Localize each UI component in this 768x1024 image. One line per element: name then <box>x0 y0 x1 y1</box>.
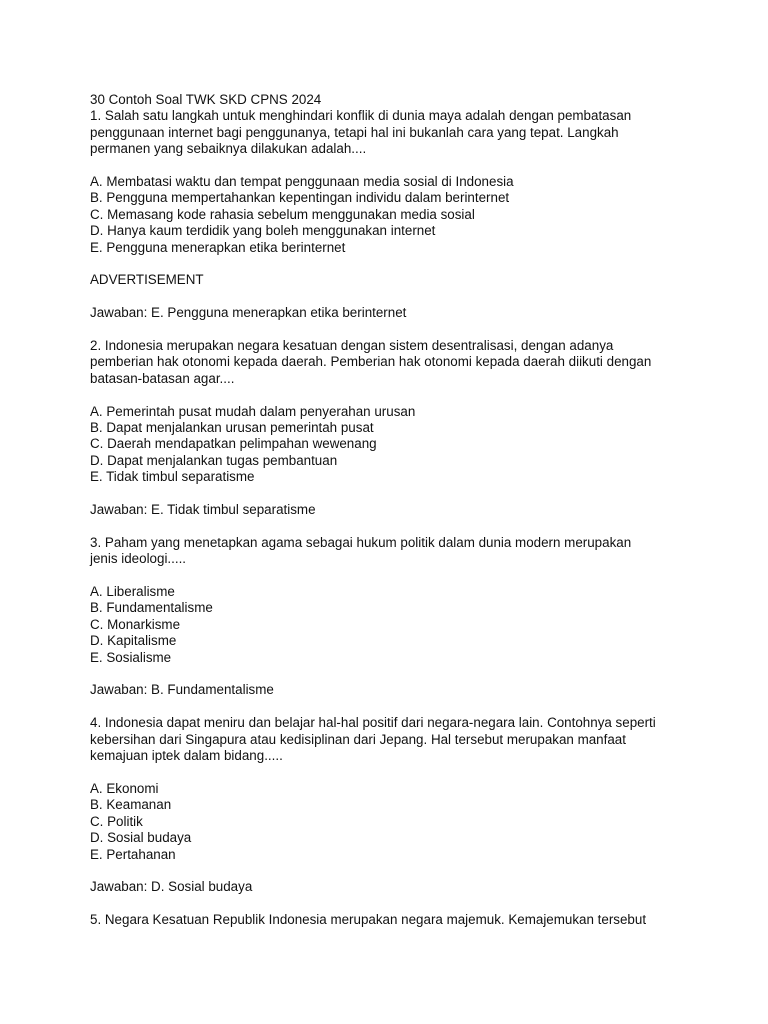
question-2-answer: Jawaban: E. Tidak timbul separatisme <box>90 502 316 518</box>
question-4 <box>90 715 690 895</box>
question-1 <box>90 108 690 321</box>
document-title: 30 Contoh Soal TWK SKD CPNS 2024 <box>90 92 322 107</box>
question-1-option-b: B. Pengguna mempertahankan kepentingan individu dalam berinternet <box>90 190 510 206</box>
advertisement-label: ADVERTISEMENT <box>90 272 204 288</box>
question-2-option-a: A. Pemerintah pusat mudah dalam penyerahan urusan <box>90 403 416 419</box>
question-4-stem-line: kebersihan dari Singapura atau kedisiplinan dari Jepang. Hal tersebut merupakan manfaat <box>90 731 626 747</box>
question-4-option-e: E. Pertahanan <box>90 846 176 862</box>
spacer <box>90 256 690 272</box>
spacer <box>90 158 690 174</box>
question-1-option-e: E. Pengguna menerapkan etika berinternet <box>90 239 346 255</box>
question-3-option-d: D. Kapitalisme <box>90 633 177 649</box>
question-1-option-a: A. Membatasi waktu dan tempat penggunaan media sosial di Indonesia <box>90 174 514 190</box>
spacer <box>90 863 690 879</box>
question-1-option-c: C. Memasang kode rahasia sebelum menggunakan media sosial <box>90 206 475 222</box>
question-2-option-c: C. Daerah mendapatkan pelimpahan wewenang <box>90 436 377 452</box>
question-2-stem-line: pemberian hak otonomi kepada daerah. Pemberian hak otonomi kepada daerah diikuti dengan <box>90 354 652 370</box>
spacer <box>90 896 690 912</box>
question-2-option-b: B. Dapat menjalankan urusan pemerintah pusat <box>90 420 374 436</box>
question-2 <box>90 338 690 518</box>
spacer <box>90 666 690 682</box>
question-3 <box>90 535 690 699</box>
question-4-answer: Jawaban: D. Sosial budaya <box>90 879 253 895</box>
spacer <box>90 289 690 305</box>
spacer <box>90 387 690 403</box>
spacer <box>90 322 690 338</box>
question-4-option-a: A. Ekonomi <box>90 780 159 796</box>
question-4-stem-line: kemajuan iptek dalam bidang..... <box>90 748 283 764</box>
question-5 <box>90 912 690 928</box>
question-1-stem-line: penggunaan internet bagi penggunanya, tetapi hal ini bukanlah cara yang tepat. Langkah <box>90 124 619 140</box>
question-4-stem-line: 4. Indonesia dapat meniru dan belajar hal-hal positif dari negara-negara lain. Contohnya seperti <box>90 715 656 731</box>
question-3-stem-line: jenis ideologi..... <box>90 551 187 567</box>
question-2-option-d: D. Dapat menjalankan tugas pembantuan <box>90 452 338 468</box>
question-4-option-b: B. Keamanan <box>90 797 172 813</box>
question-2-option-e: E. Tidak timbul separatisme <box>90 469 255 485</box>
question-3-stem-line: 3. Paham yang menetapkan agama sebagai hukum politik dalam dunia modern merupakan <box>90 534 632 550</box>
question-3-option-c: C. Monarkisme <box>90 616 181 632</box>
question-5-stem-line: 5. Negara Kesatuan Republik Indonesia merupakan negara majemuk. Kemajemukan tersebut <box>90 912 647 928</box>
question-2-stem-line: 2. Indonesia merupakan negara kesatuan dengan sistem desentralisasi, dengan adanya <box>90 338 614 354</box>
question-3-option-e: E. Sosialisme <box>90 649 172 665</box>
spacer <box>90 518 690 534</box>
spacer <box>90 486 690 502</box>
document-page <box>90 92 690 929</box>
question-3-option-a: A. Liberalisme <box>90 584 175 600</box>
question-4-option-c: C. Politik <box>90 813 143 829</box>
spacer <box>90 699 690 715</box>
spacer <box>90 765 690 781</box>
question-3-answer: Jawaban: B. Fundamentalisme <box>90 682 274 698</box>
spacer <box>90 568 690 584</box>
question-4-option-d: D. Sosial budaya <box>90 830 192 846</box>
question-1-answer: Jawaban: E. Pengguna menerapkan etika berinternet <box>90 305 407 321</box>
question-1-stem-line: 1. Salah satu langkah untuk menghindari konflik di dunia maya adalah dengan pembatasan <box>90 108 632 124</box>
question-1-stem-line: permanen yang sebaiknya dilakukan adalah.... <box>90 141 367 157</box>
question-1-option-d: D. Hanya kaum terdidik yang boleh menggunakan internet <box>90 223 436 239</box>
question-2-stem-line: batasan-batasan agar.... <box>90 370 235 386</box>
question-3-option-b: B. Fundamentalisme <box>90 600 213 616</box>
